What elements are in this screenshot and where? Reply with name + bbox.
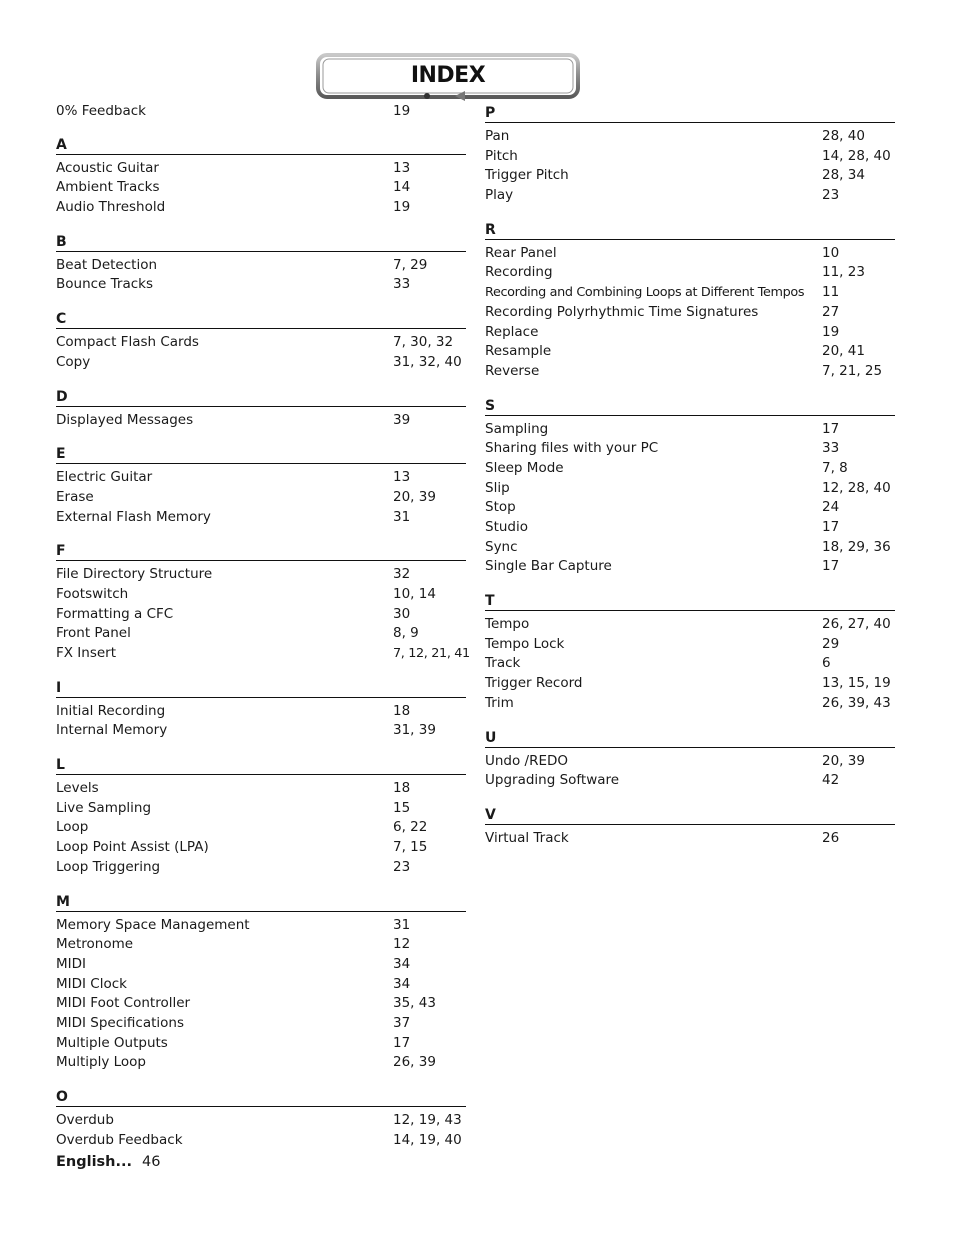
index-pages: 29 [822, 635, 840, 652]
index-pages: 7, 15 [393, 839, 428, 856]
index-section-f [56, 540, 470, 663]
section-letter-heading: R [485, 219, 895, 240]
index-term: Recording [485, 264, 553, 281]
section-letter-heading: A [56, 134, 466, 155]
index-entry [485, 166, 895, 186]
index-pages: 26, 27, 40 [822, 616, 891, 633]
index-term: Internal Memory [56, 722, 168, 739]
section-letter-heading: B [56, 231, 466, 252]
index-pages: 17 [822, 519, 840, 535]
index-entry [56, 198, 466, 218]
index-entry [56, 256, 466, 276]
index-term: Track [485, 655, 521, 672]
index-pages: 8, 9 [393, 625, 419, 642]
index-term: MIDI Clock [56, 975, 127, 992]
index-pages: 12, 19, 43 [393, 1112, 462, 1128]
index-pages: 24 [822, 499, 840, 516]
index-right-column [485, 102, 895, 862]
index-entry [56, 333, 466, 353]
index-entry [485, 439, 895, 459]
index-term: Multiply Loop [56, 1054, 146, 1071]
index-term: Front Panel [56, 625, 131, 642]
index-entry [56, 1053, 466, 1073]
index-entry [485, 303, 895, 323]
section-letter-heading: L [56, 754, 466, 775]
footer-language: English... [56, 1154, 133, 1170]
index-entry [56, 468, 466, 488]
index-pages: 26 [822, 829, 840, 846]
section-letter-heading: D [56, 386, 466, 407]
index-pages: 31, 39 [393, 722, 436, 739]
index-pages: 6 [822, 655, 831, 672]
index-entry [56, 508, 466, 528]
index-term: Trim [485, 694, 514, 711]
index-pages: 39 [393, 411, 411, 428]
index-entry [485, 186, 895, 206]
index-term: Sleep Mode [485, 459, 564, 476]
index-pages: 23 [822, 187, 840, 204]
index-term: Copy [56, 353, 91, 370]
index-entry [56, 994, 466, 1014]
page-footer [56, 1154, 160, 1170]
index-pages: 42 [822, 772, 840, 789]
index-entry [485, 635, 895, 655]
index-term: File Directory Structure [56, 566, 213, 583]
index-entry [485, 147, 895, 167]
index-pages: 14 [393, 179, 411, 196]
index-term: Trigger Pitch [485, 167, 569, 184]
index-term: Sync [485, 538, 518, 555]
index-section-b [56, 231, 466, 295]
index-pages: 18 [393, 780, 411, 797]
index-pages: 13 [393, 159, 411, 176]
index-pages: 35, 43 [393, 995, 436, 1012]
index-entry [56, 605, 466, 625]
index-term: FX Insert [56, 645, 117, 661]
index-pages: 18, 29, 36 [822, 538, 891, 555]
index-entry [56, 838, 466, 858]
index-entry [56, 102, 466, 122]
index-pages: 34 [393, 955, 411, 972]
index-term: 0% Feedback [56, 103, 146, 119]
index-section-s [485, 395, 895, 578]
index-pages: 7, 8 [822, 459, 848, 476]
index-pages: 27 [822, 303, 840, 320]
index-entry [485, 459, 895, 479]
index-entry [56, 159, 466, 179]
index-entry [485, 654, 895, 674]
index-pages: 7, 29 [393, 256, 428, 273]
index-pages: 6, 22 [393, 819, 428, 836]
index-entry [485, 362, 895, 382]
index-term: Multiple Outputs [56, 1034, 168, 1051]
index-term: Trigger Record [485, 675, 583, 692]
index-entry [485, 283, 895, 303]
index-entry [485, 752, 895, 772]
index-section-m [56, 891, 466, 1074]
index-term: Live Sampling [56, 799, 152, 816]
index-term: Formatting a CFC [56, 605, 174, 622]
index-entry [485, 479, 895, 499]
index-term: Sharing files with your PC [485, 440, 659, 457]
index-term: Play [485, 187, 514, 204]
index-entry [485, 829, 895, 849]
index-pages: 11 [822, 284, 840, 301]
index-entry [56, 799, 466, 819]
index-entry [56, 1014, 466, 1034]
index-pages: 15 [393, 799, 411, 816]
index-term: Recording and Combining Loops at Different Tempos [485, 285, 805, 301]
section-letter-heading: I [56, 677, 466, 698]
index-term: Overdub Feedback [56, 1131, 183, 1148]
index-term: Reverse [485, 362, 540, 379]
index-term: Memory Space Management [56, 916, 250, 933]
section-letter-heading: F [56, 540, 466, 561]
index-section-v [485, 804, 895, 849]
index-entry [485, 263, 895, 283]
index-term: Ambient Tracks [56, 179, 160, 196]
index-pages: 19 [393, 103, 411, 119]
index-term: Pan [485, 128, 510, 144]
section-letter-heading: V [485, 804, 895, 825]
index-entry [485, 557, 895, 577]
index-section-p [485, 102, 895, 206]
index-entry [485, 323, 895, 343]
index-term: Tempo Lock [485, 635, 565, 652]
index-entry [485, 127, 895, 147]
index-pages: 13 [393, 469, 411, 486]
index-term: Loop Triggering [56, 858, 161, 875]
index-pages: 7, 21, 25 [822, 362, 883, 379]
index-section-i [56, 677, 466, 741]
page-title: INDEX [410, 63, 486, 88]
index-entry [485, 518, 895, 538]
index-section-t [485, 590, 895, 713]
index-entry [56, 721, 466, 741]
index-entry [56, 1111, 466, 1131]
index-term: Electric Guitar [56, 469, 153, 486]
index-term: Single Bar Capture [485, 558, 612, 575]
index-pages: 19 [822, 323, 840, 340]
index-pages: 33 [393, 276, 411, 293]
index-term: Resample [485, 343, 552, 360]
index-term: Overdub [56, 1112, 114, 1128]
index-term: MIDI [56, 955, 87, 972]
index-entry [56, 702, 466, 722]
index-entry [485, 244, 895, 264]
index-pages: 7, 30, 32 [393, 334, 454, 351]
index-entry [56, 858, 466, 878]
index-entry [485, 498, 895, 518]
index-entry [56, 1034, 466, 1054]
index-pages: 14, 19, 40 [393, 1131, 462, 1148]
index-term: Replace [485, 323, 539, 340]
index-term: Initial Recording [56, 702, 166, 719]
index-pages: 28, 40 [822, 128, 865, 144]
index-pages: 10, 14 [393, 585, 436, 602]
index-pages: 13, 15, 19 [822, 675, 891, 692]
index-pages: 31 [393, 916, 411, 933]
index-pages: 31 [393, 508, 411, 525]
index-entry [56, 644, 470, 664]
index-pages: 32 [393, 566, 411, 583]
index-term: Recording Polyrhythmic Time Signatures [485, 303, 759, 320]
section-letter-heading: S [485, 395, 895, 416]
index-pages: 33 [822, 440, 840, 457]
index-term: Undo /REDO [485, 752, 569, 769]
index-pages: 20, 41 [822, 343, 865, 360]
index-section-a [56, 134, 466, 218]
index-term: Erase [56, 488, 94, 505]
index-pages: 12, 28, 40 [822, 479, 891, 496]
index-entry [485, 342, 895, 362]
section-letter-heading: O [56, 1086, 466, 1107]
index-pages: 19 [393, 199, 411, 216]
index-entry [485, 771, 895, 791]
index-entry [485, 420, 895, 440]
index-left-column [56, 102, 470, 1163]
index-entry [485, 615, 895, 635]
index-pages: 18 [393, 702, 411, 719]
index-term: Sampling [485, 420, 549, 437]
index-entry [485, 538, 895, 558]
index-entry [56, 935, 466, 955]
index-entry [56, 275, 466, 295]
index-pages: 26, 39, 43 [822, 694, 891, 711]
index-pages: 10 [822, 244, 840, 261]
index-pages: 28, 34 [822, 167, 865, 184]
index-entry [56, 488, 466, 508]
index-pages: 26, 39 [393, 1054, 436, 1071]
index-term: Acoustic Guitar [56, 159, 159, 176]
index-term: Bounce Tracks [56, 276, 154, 293]
index-entry [56, 779, 466, 799]
index-term: MIDI Specifications [56, 1014, 185, 1031]
index-pages: 20, 39 [822, 752, 865, 769]
index-section-c [56, 308, 466, 372]
index-term: Audio Threshold [56, 199, 166, 216]
section-letter-heading: M [56, 891, 466, 912]
section-letter-heading: P [485, 102, 895, 123]
index-term: Stop [485, 499, 516, 516]
index-term: Beat Detection [56, 256, 158, 273]
index-pages: 17 [393, 1034, 411, 1051]
index-term: Loop [56, 819, 89, 836]
index-term: Loop Point Assist (LPA) [56, 839, 209, 856]
index-term: Virtual Track [485, 829, 569, 846]
index-pages: 30 [393, 605, 411, 622]
index-section-u [485, 727, 895, 791]
index-term: Studio [485, 519, 528, 535]
section-letter-heading: E [56, 443, 466, 464]
index-pages: 23 [393, 858, 411, 875]
index-entry [56, 178, 466, 198]
index-section-e [56, 443, 466, 527]
index-section-r [485, 219, 895, 382]
index-pages: 11, 23 [822, 264, 865, 281]
index-section-l [56, 754, 466, 877]
index-pages: 17 [822, 420, 840, 437]
index-entry [56, 916, 466, 936]
index-entry [485, 694, 895, 714]
page-title-banner [315, 52, 581, 102]
index-pages: 14, 28, 40 [822, 147, 891, 164]
index-entry [56, 1131, 466, 1151]
index-pages: 7, 12, 21, 41 [393, 646, 470, 661]
index-term: Metronome [56, 936, 134, 953]
index-entry [56, 565, 466, 585]
index-entry [56, 353, 466, 373]
index-pages: 12 [393, 936, 411, 953]
index-term: Upgrading Software [485, 772, 620, 789]
index-entry [56, 975, 466, 995]
index-entry [485, 674, 895, 694]
index-term: External Flash Memory [56, 508, 211, 525]
index-term: Rear Panel [485, 244, 557, 261]
index-pages: 20, 39 [393, 488, 436, 505]
index-pages: 31, 32, 40 [393, 353, 462, 370]
index-term: Footswitch [56, 585, 129, 602]
section-letter-heading: U [485, 727, 895, 748]
index-entry [56, 624, 466, 644]
footer-page-number: 46 [142, 1154, 161, 1170]
index-term: Tempo [485, 616, 530, 633]
section-letter-heading: T [485, 590, 895, 611]
index-pages: 17 [822, 558, 840, 575]
index-term: Compact Flash Cards [56, 334, 199, 351]
index-pages: 34 [393, 975, 411, 992]
index-term: Slip [485, 479, 510, 496]
index-entry [56, 955, 466, 975]
index-term: Levels [56, 780, 99, 797]
index-term: MIDI Foot Controller [56, 995, 191, 1012]
index-entry [56, 585, 466, 605]
section-letter-heading: C [56, 308, 466, 329]
index-section-d [56, 386, 466, 431]
index-term: Displayed Messages [56, 411, 194, 428]
index-entry [56, 818, 466, 838]
index-term: Pitch [485, 147, 518, 164]
index-section-o [56, 1086, 466, 1150]
index-entry [56, 411, 466, 431]
index-pages: 37 [393, 1014, 411, 1031]
